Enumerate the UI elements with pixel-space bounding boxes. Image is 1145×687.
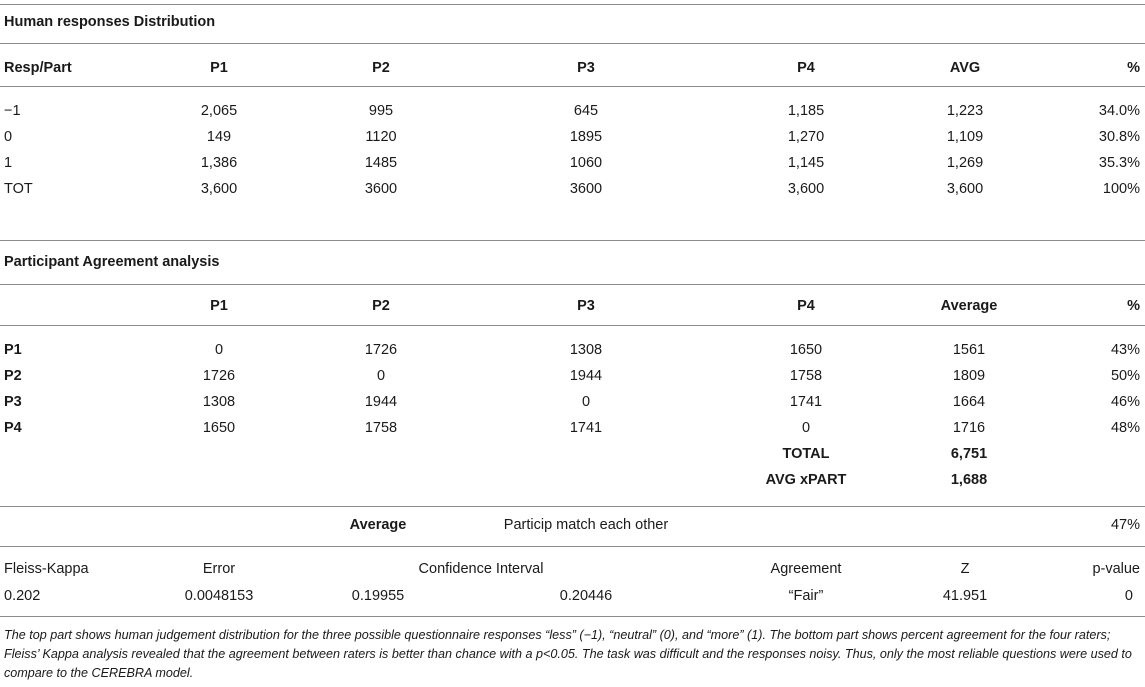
table-cell: 1,109	[946, 129, 984, 145]
avg-xpart-label: AVG xPART	[765, 472, 847, 488]
section1-title-row	[0, 9, 1145, 35]
table-cell: 3,600	[946, 181, 984, 197]
table-cell: 2,065	[200, 103, 238, 119]
table-cell: 1758	[364, 420, 398, 436]
table-cell: 149	[206, 129, 232, 145]
table-cell: 1308	[202, 394, 236, 410]
table-cell: 1,386	[200, 155, 238, 171]
row-label: P4	[4, 420, 22, 436]
table-cell: 1944	[569, 368, 603, 384]
header-cell: P2	[372, 298, 390, 314]
header-cell: P3	[577, 60, 595, 76]
table-cell: 1726	[364, 342, 398, 358]
table-row	[0, 176, 1145, 202]
total-value: 6,751	[950, 446, 988, 462]
table-cell: 50%	[1110, 368, 1140, 384]
table-cell: 1120	[365, 129, 397, 145]
table-cell: TOT	[4, 181, 33, 197]
table-cell: 1650	[789, 342, 823, 358]
table-cell: 1,269	[946, 155, 984, 171]
table-cell: 0	[4, 129, 13, 145]
table-cell: 1	[4, 155, 13, 171]
table-cell: 1,185	[787, 103, 825, 119]
table-row	[0, 363, 1145, 389]
header-cell: P4	[797, 298, 815, 314]
kappa-header-row	[0, 556, 1145, 582]
kappa-value: 0.0048153	[184, 588, 254, 604]
header-cell: P4	[797, 60, 815, 76]
table-cell: 3,600	[787, 181, 825, 197]
section1-header-row	[0, 55, 1145, 81]
table-cell: 645	[573, 103, 599, 119]
avg-xpart-row	[0, 467, 1145, 493]
table-cell: 1944	[364, 394, 398, 410]
average-label: Average	[349, 517, 407, 533]
section2-header-row	[0, 293, 1145, 319]
table-cell: 0	[214, 342, 224, 358]
header-cell: P1	[210, 298, 228, 314]
total-label: TOTAL	[782, 446, 830, 462]
table-cell: 1741	[789, 394, 823, 410]
table-row	[0, 124, 1145, 150]
header-cell: Average	[940, 298, 998, 314]
table-cell: 1809	[952, 368, 986, 384]
table-cell: 34.0%	[1098, 103, 1140, 119]
table-cell: 100%	[1102, 181, 1140, 197]
table-cell: 3600	[569, 181, 603, 197]
rule	[0, 86, 1145, 87]
kappa-value: 0.19955	[351, 588, 405, 604]
kappa-header: Error	[202, 561, 236, 577]
header-cell: P1	[210, 60, 228, 76]
table-cell: 0	[376, 368, 386, 384]
row-label: P3	[4, 394, 22, 410]
table-cell: 1726	[202, 368, 236, 384]
row-label: P2	[4, 368, 22, 384]
table-cell: 43%	[1110, 342, 1140, 358]
table-row	[0, 389, 1145, 415]
table-cell: 1758	[789, 368, 823, 384]
bottom-rule	[0, 616, 1145, 617]
rule	[0, 325, 1145, 326]
table-cell: 1664	[952, 394, 986, 410]
rule	[0, 240, 1145, 241]
kappa-value: 0.202	[4, 588, 41, 604]
table-cell: 1741	[569, 420, 603, 436]
avg-xpart-value: 1,688	[950, 472, 988, 488]
table-cell: 1060	[569, 155, 603, 171]
kappa-value: 0	[1124, 588, 1133, 604]
row-label: P1	[4, 342, 22, 358]
kappa-value: “Fair”	[788, 588, 824, 604]
average-description: Particip match each other	[503, 517, 669, 533]
table-row	[0, 98, 1145, 124]
table-cell: 30.8%	[1098, 129, 1140, 145]
table-cell: 1,270	[787, 129, 825, 145]
section1-title: Human responses Distribution	[4, 14, 216, 30]
table-cell: 995	[368, 103, 394, 119]
kappa-value: 41.951	[942, 588, 988, 604]
table-cell: 3,600	[200, 181, 238, 197]
table-cell: 1308	[569, 342, 603, 358]
average-row	[0, 512, 1145, 538]
kappa-header: Confidence Interval	[418, 561, 544, 577]
header-cell: P2	[372, 60, 390, 76]
table-cell: 0	[581, 394, 591, 410]
table-cell: 48%	[1110, 420, 1140, 436]
section2-title-row	[0, 249, 1145, 275]
table-cell: 46%	[1110, 394, 1140, 410]
rule	[0, 43, 1145, 44]
header-cell: AVG	[949, 60, 981, 76]
section2-title: Participant Agreement analysis	[4, 254, 220, 270]
kappa-header: Agreement	[770, 561, 842, 577]
header-cell: P3	[577, 298, 595, 314]
rule	[0, 284, 1145, 285]
table-row	[0, 337, 1145, 363]
kappa-header: Z	[960, 561, 970, 577]
header-cell: Resp/Part	[4, 60, 72, 76]
average-value: 47%	[1110, 517, 1140, 533]
kappa-header: p-value	[1092, 561, 1140, 577]
kappa-value: 0.20446	[559, 588, 613, 604]
total-row	[0, 441, 1145, 467]
header-cell: %	[1127, 60, 1140, 76]
top-rule	[0, 4, 1145, 5]
rule	[0, 546, 1145, 547]
rule	[0, 506, 1145, 507]
table-cell: 1650	[202, 420, 236, 436]
table-cell: 35.3%	[1098, 155, 1140, 171]
kappa-values-row	[0, 583, 1145, 609]
table-cell: 3600	[364, 181, 398, 197]
table-cell: 1,223	[946, 103, 984, 119]
table-cell: 1485	[364, 155, 398, 171]
table-cell: 1716	[952, 420, 986, 436]
table-row	[0, 415, 1145, 441]
table-row	[0, 150, 1145, 176]
table-cell: 1895	[569, 129, 603, 145]
table-cell: −1	[4, 103, 21, 119]
table-cell: 0	[801, 420, 811, 436]
kappa-header: Fleiss-Kappa	[4, 561, 89, 577]
table-cell: 1,145	[787, 155, 825, 171]
table-caption: The top part shows human judgement distribution for the three possible questionnaire responses “less” (−1), “neutral” (0), and “more” (1). The bottom part shows percent agreement for the four raters; Fleiss’ Kappa analysis revealed that the agreement between raters is better than chance with a p<0.05. The task was difficult and the responses noisy. Thus, only the most reliable questions were used to compare to the CEREBRA model.	[4, 628, 1132, 680]
header-cell: %	[1127, 298, 1140, 314]
table-cell: 1561	[952, 342, 986, 358]
